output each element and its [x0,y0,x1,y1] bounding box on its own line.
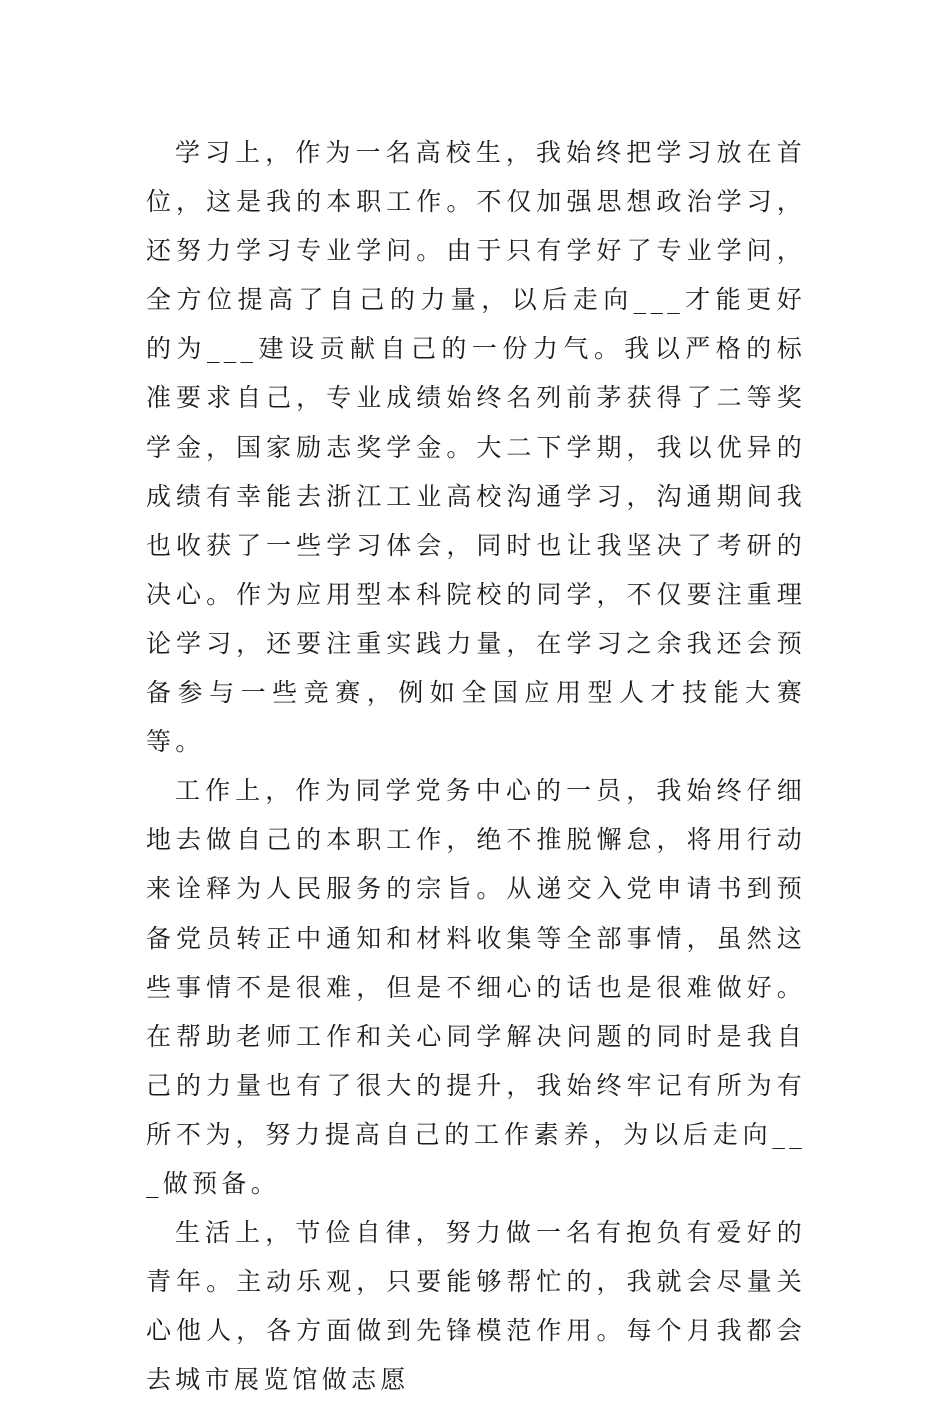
paragraph-life: 生活上，节俭自律，努力做一名有抱负有爱好的青年。主动乐观，只要能够帮忙的，我就会尽量关心他人，各方面做到先锋模范作用。每个月我都会去城市展览馆做志愿 [146,1218,806,1395]
paragraph-study: 学习上，作为一名高校生，我始终把学习放在首位，这是我的本职工作。不仅加强思想政治学习，还努力学习专业学问。由于只有学好了专业学问，全方位提高了自己的力量，以后走向___才能更好的为___建设贡献自己的一份力气。我以严格的标准要求自己，专业成绩始终名列前茅获得了二等奖学金，国家励志奖学金。大二下学期，我以优异的成绩有幸能去浙江工业高校沟通学习，沟通期间我也收获了一些学习体会，同时也让我坚决了考研的决心。作为应用型本科院校的同学，不仅要注重理论学习，还要注重实践力量，在学习之余我还会预备参与一些竞赛，例如全国应用型人才技能大赛等。 [146,138,806,757]
paragraph-work: 工作上，作为同学党务中心的一员，我始终仔细地去做自己的本职工作，绝不推脱懈怠，将用行动来诠释为人民服务的宗旨。从递交入党申请书到预备党员转正中通知和材料收集等全部事情，虽然这些事情不是很难，但是不细心的话也是很难做好。在帮助老师工作和关心同学解决问题的同时是我自己的力量也有了很大的提升，我始终牢记有所为有所不为，努力提高自己的工作素养，为以后走向___做预备。 [146,776,806,1198]
document-body [146,128,806,1404]
